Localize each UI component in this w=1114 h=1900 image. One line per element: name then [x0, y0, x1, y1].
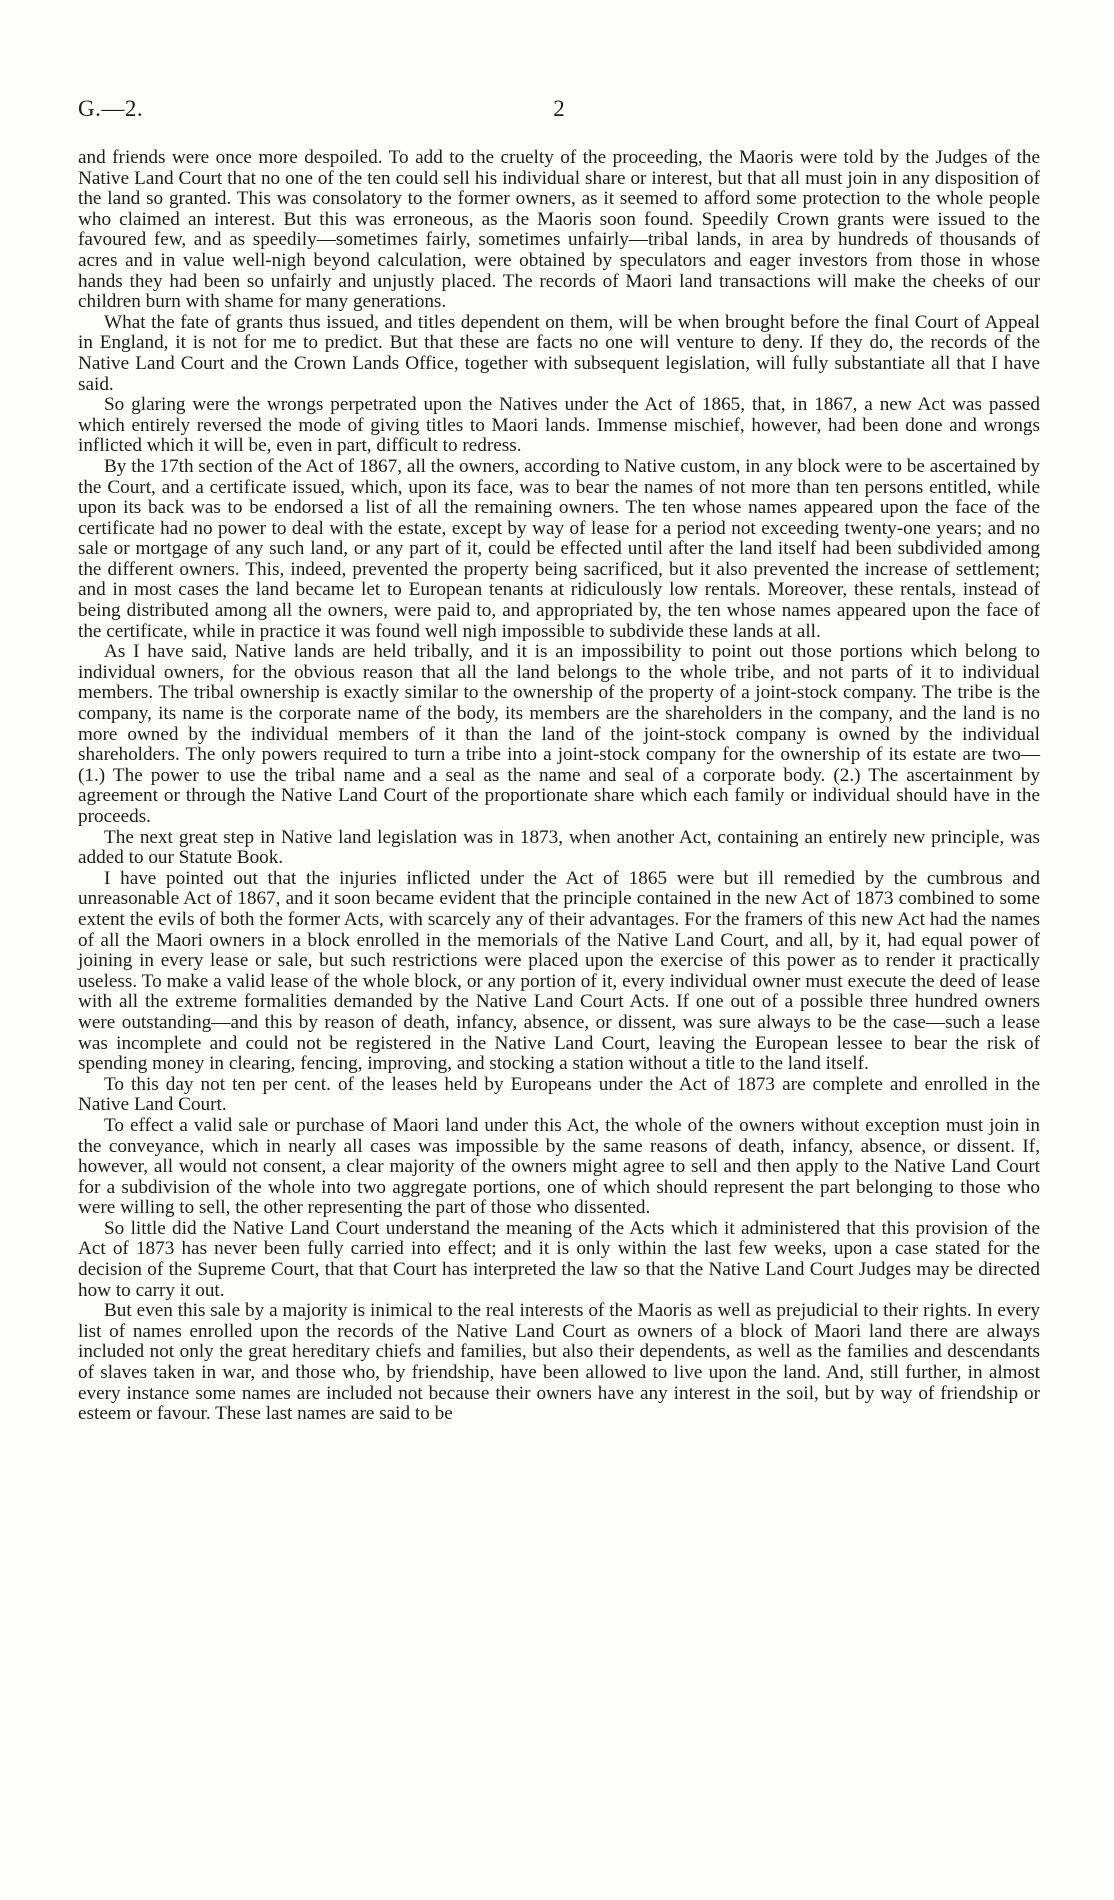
paragraph: By the 17th section of the Act of 1867, all the owners, according to Native custom, in any block were to be ascertained by the Court, and a certificate issued, which, upon its face, was to bear the names of not more than ten persons entitled, while upon its back was to be endorsed a list of all the remaining owners. The ten whose names appeared upon the face of the certificate had no power to deal with the estate, except by way of lease for a period not exceeding twenty-one years; and no sale or mortgage of any such land, or any part of it, could be effected until after the land itself had been subdivided among the different owners. This, indeed, prevented the property being sacrificed, but it also prevented the increase of settlement; and in most cases the land became let to European tenants at ridiculously low rentals. Moreover, these rentals, instead of being distributed among all the owners, were paid to, and appropriated by, the ten whose names appeared upon the face of the certificate, while in practice it was found well nigh impossible to subdivide these lands at all. [78, 455, 1040, 642]
paragraph: and friends were once more despoiled. To add to the cruelty of the proceeding, the Maoris were told by the Judges of the Native Land Court that no one of the ten could sell his individual share or interest, but that all must join in any disposition of the land so granted. This was consolatory to the former owners, as it seemed to afford some protection to the whole people who claimed an interest. But this was erroneous, as the Maoris soon found. Speedily Crown grants were issued to the favoured few, and as speedily—sometimes fairly, sometimes unfairly—tribal lands, in area by hundreds of thousands of acres and in value well-nigh beyond calculation, were obtained by speculators and eager investors from those in whose hands they had been so unfairly and unjustly placed. The records of Maori land transactions will make the cheeks of our children burn with shame for many generations. [78, 147, 1040, 313]
page-number: 2 [553, 96, 565, 121]
paragraph: As I have said, Native lands are held tribally, and it is an impossibility to point out those portions which belong to individual owners, for the obvious reason that all the land belongs to the whole tribe, and not parts of it to individual members. The tribal ownership is exactly similar to the ownership of the property of a joint-stock company. The tribe is the company, its name is the corporate name of the body, its members are the shareholders in the company, and the land is no more owned by the individual members of it than the land of the joint-stock company is owned by the individual shareholders. The only powers required to turn a tribe into a joint-stock company for the ownership of its estate are two—(1.) The power to use the tribal name and a seal as the name and seal of a corporate body. (2.) The ascertainment by agreement or through the Native Land Court of the proportionate share which each family or individual should have in the proceeds. [78, 641, 1040, 827]
paragraph: To this day not ten per cent. of the leases held by Europeans under the Act of 1873 are complete and enrolled in the Native Land Court. [78, 1073, 1040, 1116]
paragraph: The next great step in Native land legislation was in 1873, when another Act, containing an entirely new principle, was added to our Statute Book. [78, 826, 1040, 869]
page-header [78, 96, 1040, 128]
paragraph: But even this sale by a majority is inimical to the real interests of the Maoris as well as prejudicial to their rights. In every list of names enrolled upon the records of the Native Land Court as owners of a block of Maori land there are always included not only the great hereditary chiefs and families, but also their dependents, as well as the families and descendants of slaves taken in war, and those who, by friendship, have been allowed to live upon the land. And, still further, in almost every instance some names are included not because their owners have any interest in the soil, but by way of friendship or esteem or favour. These last names are said to be [78, 1300, 1040, 1425]
paragraph: To effect a valid sale or purchase of Maori land under this Act, the whole of the owners without exception must join in the conveyance, which in nearly all cases was impossible by the same reasons of death, infancy, absence, or dissent. If, however, all would not consent, a clear majority of the owners might agree to sell and then apply to the Native Land Court for a subdivision of the whole into two aggregate portions, one of which should represent the part belonging to those who were willing to sell, the other representing the part of those who dissented. [78, 1114, 1040, 1219]
body-text [78, 148, 1040, 1425]
paragraph: I have pointed out that the injuries inflicted under the Act of 1865 were but ill remedied by the cumbrous and unreasonable Act of 1867, and it soon became evident that the principle contained in the new Act of 1873 combined to some extent the evils of both the former Acts, with scarcely any of their advantages. For the framers of this new Act had the names of all the Maori owners in a block enrolled in the memorials of the Native Land Court, and all, by it, had equal power of joining in every lease or sale, but such restrictions were placed upon the exercise of this power as to render it practically useless. To make a valid lease of the whole block, or any portion of it, every individual owner must execute the deed of lease with all the extreme formalities demanded by the Native Land Court Acts. If one out of a possible three hundred owners were outstanding—and this by reason of death, infancy, absence, or dissent, was sure always to be the case—such a lease was incomplete and could not be registered in the Native Land Court, leaving the European lessee to bear the risk of spending money in clearing, fencing, improving, and stocking a station without a title to the land itself. [78, 867, 1040, 1075]
paragraph: So little did the Native Land Court understand the meaning of the Acts which it administered that this provision of the Act of 1873 has never been fully carried into effect; and it is only within the last few weeks, upon a case stated for the decision of the Supreme Court, that that Court has interpreted the law so that the Native Land Court Judges may be directed how to carry it out. [78, 1217, 1040, 1301]
paragraph: So glaring were the wrongs perpetrated upon the Natives under the Act of 1865, that, in 1867, a new Act was passed which entirely reversed the mode of giving titles to Maori lands. Immense mischief, however, had been done and wrongs inflicted which it will be, even in part, difficult to redress. [78, 394, 1040, 457]
paragraph: What the fate of grants thus issued, and titles dependent on them, will be when brought before the final Court of Appeal in England, it is not for me to predict. But that these are facts no one will venture to deny. If they do, the records of the Native Land Court and the Crown Lands Office, together with subsequent legislation, will fully substantiate all that I have said. [78, 311, 1040, 395]
document-reference: G.—2. [78, 96, 144, 121]
